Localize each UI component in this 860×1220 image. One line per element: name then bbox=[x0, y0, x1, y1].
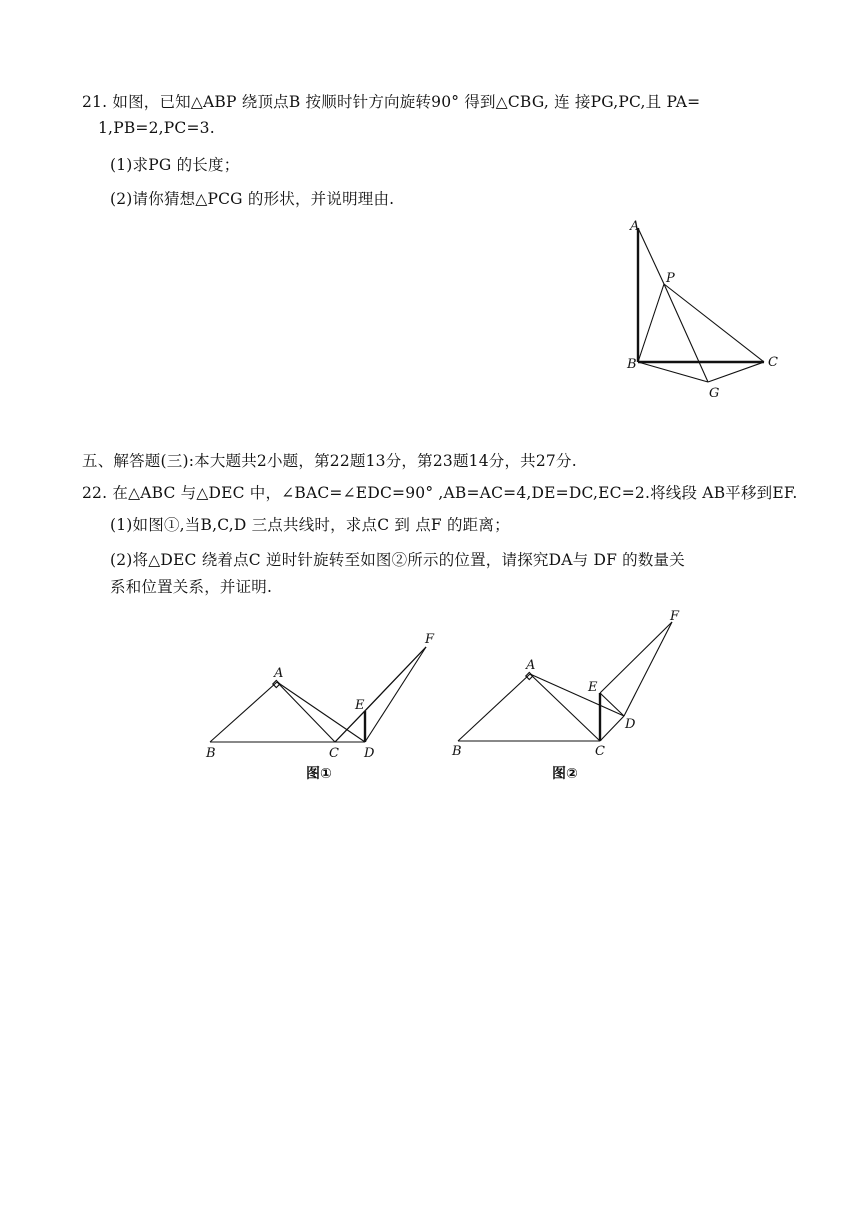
label-E: E bbox=[355, 698, 365, 713]
segment-EF bbox=[600, 622, 672, 693]
figure1-caption: 图① bbox=[306, 766, 332, 782]
segment-PB bbox=[638, 284, 664, 362]
segment-CF bbox=[335, 647, 426, 742]
segment-DF bbox=[365, 647, 426, 742]
q22-text-line1: 22. 在△ABC 与△DEC 中，∠BAC=∠EDC=90° ,AB=AC=4,DE=DC,EC=2.将线段 AB平移到EF. bbox=[82, 484, 798, 502]
segment-CD bbox=[600, 716, 624, 741]
label-C: C bbox=[595, 744, 605, 759]
label-A: A bbox=[630, 219, 640, 234]
segment-GC bbox=[708, 362, 764, 382]
segment-PC bbox=[664, 284, 764, 362]
q22-figure1 bbox=[200, 625, 440, 785]
q21-part2: (2)请你猜想△PCG 的形状，并说明理由. bbox=[110, 190, 395, 208]
label-F: F bbox=[425, 632, 435, 647]
segment-DF bbox=[624, 622, 672, 716]
label-B: B bbox=[627, 357, 637, 372]
section5-heading: 五、解答题(三):本大题共2小题，第22题13分，第23题14分，共27分. bbox=[82, 452, 577, 470]
segment-BG bbox=[638, 362, 708, 382]
segment-AD bbox=[277, 682, 365, 742]
q21-figure bbox=[600, 210, 800, 410]
label-A: A bbox=[274, 666, 284, 681]
q22-part1: (1)如图①,当B,C,D 三点共线时，求点C 到 点F 的距离； bbox=[110, 516, 510, 534]
q22-figure2 bbox=[446, 607, 696, 787]
segment-ED bbox=[600, 693, 624, 716]
segment-BA bbox=[210, 682, 277, 742]
segment-AC bbox=[277, 682, 335, 742]
segment-AP bbox=[638, 228, 664, 284]
segment-BA bbox=[458, 674, 530, 741]
label-B: B bbox=[206, 746, 216, 761]
label-D: D bbox=[364, 746, 375, 761]
label-G: G bbox=[709, 386, 720, 401]
label-C: C bbox=[768, 355, 778, 370]
label-E: E bbox=[588, 680, 598, 695]
q21-text-line2: 1,PB=2,PC=3. bbox=[98, 119, 215, 137]
label-A: A bbox=[526, 658, 536, 673]
label-B: B bbox=[452, 744, 462, 759]
label-D: D bbox=[625, 717, 636, 732]
segment-PG bbox=[664, 284, 708, 382]
label-F: F bbox=[670, 609, 680, 624]
q21-text-line1: 21. 如图，已知△ABP 绕顶点B 按顺时针方向旋转90° 得到△CBG, 连 接PG,PC,且 PA= bbox=[82, 93, 701, 111]
segment-AD bbox=[530, 674, 624, 716]
label-C: C bbox=[329, 746, 339, 761]
q21-part1: (1)求PG 的长度； bbox=[110, 156, 240, 174]
label-P: P bbox=[666, 271, 675, 286]
q22-part2-line2: 系和位置关系，并证明. bbox=[110, 578, 273, 596]
figure2-caption: 图② bbox=[552, 766, 578, 782]
q22-part2-line1: (2)将△DEC 绕着点C 逆时针旋转至如图②所示的位置，请探究DA与 DF 的数量关 bbox=[110, 551, 685, 569]
